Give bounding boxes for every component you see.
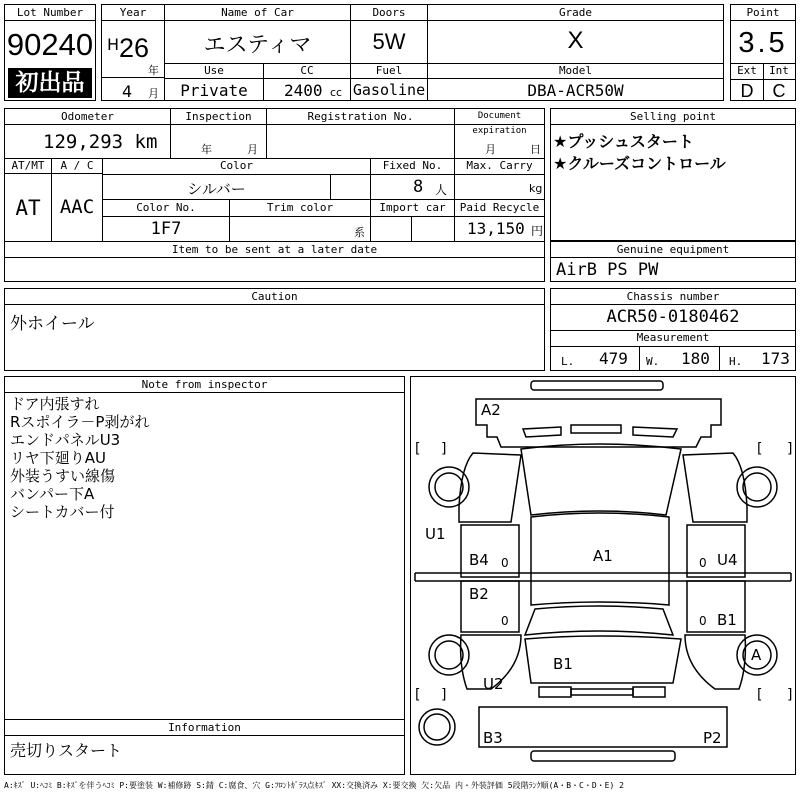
zero-right-front-door: 0 [699, 556, 707, 570]
information-label: Information [5, 720, 404, 736]
fuel-cell [351, 63, 428, 100]
cc-cell [264, 63, 351, 100]
odometer-value: 129,293 km [43, 131, 158, 153]
length-label: L. [561, 355, 575, 368]
point-value: 3.5 [738, 27, 788, 59]
atmt-value: AT [15, 196, 41, 220]
mark-u1: U1 [425, 525, 446, 543]
ac-label: A / C [52, 158, 102, 174]
doc-expiration-label: Document expiration [455, 109, 544, 125]
int-value: C [772, 81, 786, 101]
zero-right-rear-door: 0 [699, 614, 707, 628]
color-no-cell [103, 200, 230, 241]
bracket-rear-right-open: [ [757, 687, 763, 703]
inspector-line-5: 外装うすい線傷 [10, 467, 116, 485]
carry-unit: kg [529, 182, 543, 195]
lot-number-label: Lot Number [5, 5, 95, 21]
import-cell [371, 200, 455, 241]
bracket-rear-left-open: [ [415, 687, 421, 703]
fuel-label: Fuel [375, 64, 403, 77]
model-value: DBA-ACR50W [527, 81, 624, 100]
car-name-value: エスティマ [203, 33, 312, 58]
inspector-label: Note from inspector [5, 377, 404, 393]
model-label: Model [558, 64, 593, 77]
year-label: Year [102, 5, 164, 21]
doors-value: 5W [372, 29, 406, 54]
right-rear-fender [685, 635, 745, 689]
mark-b1-right: B1 [717, 611, 737, 629]
genuine-value: AirB PS PW [556, 260, 659, 280]
doors-cell [351, 5, 428, 65]
rear-bumper-strip [531, 751, 675, 761]
inspector-line-1: ドア内張すれ [10, 395, 100, 413]
caution-box [4, 288, 545, 371]
mark-b3: B3 [483, 729, 503, 747]
fixed-divider [371, 174, 454, 175]
fuel-value: Gasoline [352, 81, 426, 99]
recycle-unit: 円 [531, 224, 544, 238]
mark-b4: B4 [469, 551, 489, 569]
width-value: 180 [681, 349, 710, 368]
fixed-unit: 人 [435, 183, 448, 197]
damage-diagram [410, 376, 796, 775]
doors-label: Doors [351, 5, 427, 21]
selling-label: Selling point [551, 109, 795, 125]
odometer-cell [5, 109, 171, 159]
width-label: W. [646, 355, 660, 368]
doc-month-unit: 月 [485, 143, 496, 156]
cc-label: CC [300, 64, 314, 77]
bracket-rear-right-close: ] [787, 687, 793, 703]
odometer-label: Odometer [5, 109, 170, 125]
car-info-box [164, 4, 724, 101]
use-cell [165, 63, 264, 100]
bracket-front-right-close: ] [787, 441, 793, 457]
recycle-value: 13,150 [467, 219, 525, 238]
point-box [730, 4, 796, 101]
use-value: Private [180, 81, 248, 100]
legend-text: A:ｷｽﾞ U:ﾍｺﾐ B:ｷｽﾞを伴うﾍｺﾐ P:要塗装 W:補修跡 S:錆 C:腐食、穴 G:ﾌﾛﾝﾄｶﾞﾗｽ点ｷｽﾞ XX:交換済み X:要交換 欠:欠品 内・外装評価 5段階ﾗﾝｸ順(A・B・C・D・E) 2 [4, 781, 624, 790]
front-vent-left [523, 427, 561, 437]
color-no-value: 1F7 [150, 219, 182, 239]
fuel-divider [351, 78, 427, 79]
trim-divider [230, 216, 370, 217]
color-value: シルバー [187, 180, 246, 198]
import-split [411, 216, 412, 241]
mark-b2: B2 [469, 585, 489, 603]
inspection-year-unit: 年 [201, 143, 212, 156]
rear-window [525, 606, 673, 635]
bracket-front-left-open: [ [415, 441, 421, 457]
fixed-value: 8 [413, 177, 424, 197]
color-extra-cell [331, 175, 371, 200]
model-divider [428, 78, 723, 79]
front-body [476, 399, 721, 447]
rear-lamp-right [633, 687, 665, 697]
rear-lamp-left [539, 687, 571, 697]
recycle-cell [455, 200, 544, 241]
chassis-box [550, 288, 796, 371]
ac-value: AAC [59, 196, 95, 218]
inspector-line-2: Rスポイラ－P剥がれ [10, 413, 150, 431]
fixed-cell [371, 158, 455, 200]
mark-a1: A1 [593, 547, 613, 565]
inspection-label: Inspection [171, 109, 266, 125]
information-value: 売切りスタート [10, 741, 123, 760]
month-unit: 月 [148, 87, 159, 100]
measure-vdivider-1 [639, 346, 640, 370]
cc-divider [264, 78, 350, 79]
color-no-label: Color No. [136, 201, 196, 214]
lot-number-box [4, 4, 96, 101]
rear-bumper [479, 707, 727, 747]
chassis-label: Chassis number [551, 289, 795, 305]
cc-unit: cc [330, 86, 343, 99]
month-value: 4 [122, 82, 133, 101]
caution-value: 外ホイール [10, 314, 95, 334]
zero-left-rear-door: 0 [501, 614, 509, 628]
model-cell [428, 63, 723, 100]
details-divider-3 [5, 257, 544, 258]
inspection-month-unit: 月 [247, 143, 258, 156]
genuine-label: Genuine equipment [551, 242, 795, 258]
ext-value: D [740, 81, 754, 101]
back-door [525, 636, 681, 683]
cc-value: 2400 [284, 81, 323, 100]
mark-a2: A2 [481, 401, 501, 419]
front-vent-right [633, 427, 677, 437]
chassis-value: ACR50-0180462 [606, 307, 740, 327]
year-box [101, 4, 165, 101]
details-divider-2 [5, 241, 544, 242]
import-label: Import car [379, 201, 446, 214]
mark-u2: U2 [483, 675, 504, 693]
recycle-label: Paid Recycle [459, 201, 540, 214]
import-divider [371, 216, 454, 217]
month-divider [102, 77, 164, 78]
grade-label: Grade [428, 5, 723, 21]
information-box [4, 719, 405, 775]
later-label: Item to be sent at a later date [171, 243, 378, 256]
carry-divider [455, 174, 544, 175]
selling-line-1: ★プッシュスタート [553, 132, 694, 151]
mark-a-right: A [751, 646, 762, 664]
trim-cell [230, 200, 371, 241]
point-label: Point [731, 5, 795, 21]
inspector-line-7: シートカバー付 [10, 503, 115, 521]
genuine-box [550, 241, 796, 282]
recycle-divider [455, 216, 544, 217]
selling-box [550, 108, 796, 241]
inspector-box [4, 376, 405, 720]
measure-vdivider-2 [719, 346, 720, 370]
bracket-front-right-open: [ [757, 441, 763, 457]
registration-label: Registration No. [267, 109, 454, 125]
car-name-cell [165, 5, 351, 65]
year-era: H [107, 35, 120, 54]
grade-cell [428, 5, 723, 65]
ac-cell [52, 158, 103, 241]
carry-cell [455, 158, 544, 200]
year-unit: 年 [148, 64, 159, 77]
inspection-cell [171, 109, 267, 159]
caution-label: Caution [5, 289, 544, 305]
details-box [4, 108, 545, 282]
first-listing-badge: 初出品 [8, 68, 92, 98]
atmt-cell [5, 158, 52, 241]
use-divider [165, 78, 263, 79]
measure-label: Measurement [636, 331, 710, 344]
grade-value: X [567, 27, 584, 54]
year-value: 26 [119, 33, 150, 63]
inspector-line-6: バンパー下A [10, 485, 95, 503]
inspector-line-3: エンドパネルU3 [10, 431, 121, 449]
length-value: 479 [599, 349, 628, 368]
mark-b1-center: B1 [553, 655, 573, 673]
int-label: Int [769, 64, 789, 77]
color-header-cell [103, 158, 371, 175]
mark-u4: U4 [717, 551, 738, 569]
ext-label: Ext [737, 64, 757, 77]
car-diagram-svg [411, 377, 795, 774]
registration-cell [267, 109, 455, 159]
height-value: 173 [761, 349, 790, 368]
bracket-front-left-close: ] [441, 441, 447, 457]
fixed-label: Fixed No. [382, 159, 443, 172]
color-value-cell [103, 175, 331, 200]
selling-line-2: ★クルーズコントロール [553, 154, 726, 173]
trim-unit: 系 [354, 226, 365, 239]
height-label: H. [729, 355, 743, 368]
hood [521, 444, 681, 515]
color-no-divider [103, 216, 229, 217]
color-label: Color [219, 159, 254, 172]
front-vent-center [571, 425, 621, 433]
trim-label: Trim color [266, 201, 334, 214]
car-name-label: Name of Car [165, 5, 350, 21]
use-label: Use [204, 64, 224, 77]
inspector-line-4: リヤ下廻りAU [10, 449, 106, 467]
lot-number-value: 90240 [6, 27, 94, 62]
measure-divider-2 [551, 346, 795, 347]
mark-p2: P2 [703, 729, 722, 747]
carry-label: Max. Carry [466, 159, 533, 172]
front-bumper-strip [531, 381, 663, 390]
doc-expiration-cell [455, 109, 544, 159]
atmt-label: AT/MT [5, 158, 51, 174]
zero-left-front-door: 0 [501, 556, 509, 570]
bracket-rear-left-close: ] [441, 687, 447, 703]
doc-day-unit: 日 [530, 143, 541, 156]
